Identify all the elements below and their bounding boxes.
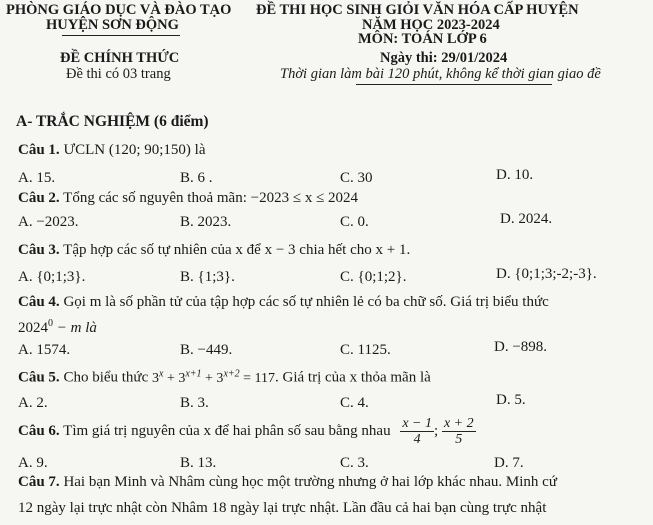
q1-option-d: D. 10.: [496, 167, 534, 183]
q5-option-b: B. 3.: [180, 395, 209, 411]
question-1: Câu 1. ƯCLN (120; 90;150) là: [18, 142, 206, 158]
q4-option-c: C. 1125.: [340, 342, 391, 358]
q2-option-a: A. −2023.: [18, 214, 79, 230]
q1-option-b: B. 6 .: [180, 170, 213, 186]
q1-option-a: A. 15.: [18, 170, 56, 186]
q6-option-a: A. 9.: [18, 455, 48, 471]
subject: MÔN: TOÁN LỚP 6: [358, 31, 487, 47]
q4-option-d: D. −898.: [494, 339, 548, 355]
header-page-count: Đề thi có 03 trang: [66, 66, 171, 82]
question-4: Câu 4. Gọi m là số phần tử của tập hợp các số tự nhiên lẻ có ba chữ số. Giá trị biểu thức: [18, 294, 549, 310]
q3-option-a: A. {0;1;3}.: [18, 269, 86, 285]
header-district: HUYỆN SƠN ĐỘNG: [46, 17, 179, 33]
question-4-expression: $2024^0 - m$ là: [18, 318, 97, 336]
q4-option-a: A. 1574.: [18, 342, 71, 358]
q2-option-b: B. 2023.: [180, 214, 232, 230]
q5-option-c: C. 4.: [340, 395, 369, 411]
header-district-underline: [62, 35, 180, 36]
duration-underline: [356, 84, 552, 85]
q5-option-d: D. 5.: [496, 392, 526, 408]
question-3: Câu 3. Tập hợp các số tự nhiên của x để x − 3 chia hết cho x + 1.: [18, 242, 411, 258]
q5-equation: $3^x + 3^{x+1} + 3^{x+2} = 117$: [151, 368, 276, 386]
q2-option-c: C. 0.: [340, 214, 369, 230]
q3-option-c: C. {0;1;2}.: [340, 269, 407, 285]
q3-option-d: D. {0;1;3;-2;-3}.: [496, 266, 597, 282]
question-6: Câu 6. Tìm giá trị nguyên của x để hai phân số sau bằng nhau $\frac{x - 1}{4}$ ; $\frac{x + 2}{5}$: [18, 416, 474, 447]
question-2: Câu 2. Tổng các số nguyên thoả mãn: −2023 ≤ x ≤ 2024: [18, 190, 359, 206]
school-year: NĂM HỌC 2023-2024: [362, 17, 500, 33]
q6-fraction-2: $\frac{x + 2}{5}$: [443, 416, 474, 447]
q6-fraction-1: $\frac{x - 1}{4}$: [402, 416, 433, 447]
q6-option-d: D. 7.: [494, 455, 524, 471]
exam-duration: Thời gian làm bài 120 phút, không kể thời gian giao đề: [280, 66, 601, 82]
q3-option-b: B. {1;3}.: [180, 269, 235, 285]
q4-option-b: B. −449.: [180, 342, 233, 358]
header-department: PHÒNG GIÁO DỤC VÀ ĐÀO TẠO: [6, 2, 232, 18]
question-7: Câu 7. Hai bạn Minh và Nhâm cùng học một trường nhưng ở hai lớp khác nhau. Minh cứ: [18, 474, 557, 490]
q6-option-b: B. 13.: [180, 455, 217, 471]
question-5: Câu 5. Cho biểu thức $3^x + 3^{x+1} + 3^{x+2} = 117$. Giá trị của x thỏa mãn là: [18, 368, 431, 386]
header-official-label: ĐỀ CHÍNH THỨC: [60, 50, 180, 66]
question-7-line-2: 12 ngày lại trực nhật còn Nhâm 18 ngày lại trực nhật. Lần đầu cả hai bạn cùng trực nhật: [18, 500, 547, 516]
q5-option-a: A. 2.: [18, 395, 48, 411]
q2-option-d: D. 2024.: [500, 211, 553, 227]
q1-option-c: C. 30: [340, 170, 373, 186]
section-title: A- TRẮC NGHIỆM (6 điểm): [16, 113, 209, 130]
q6-option-c: C. 3.: [340, 455, 369, 471]
exam-date: Ngày thi: 29/01/2024: [380, 50, 508, 66]
exam-title: ĐỀ THI HỌC SINH GIỎI VĂN HÓA CẤP HUYỆN: [256, 2, 579, 18]
